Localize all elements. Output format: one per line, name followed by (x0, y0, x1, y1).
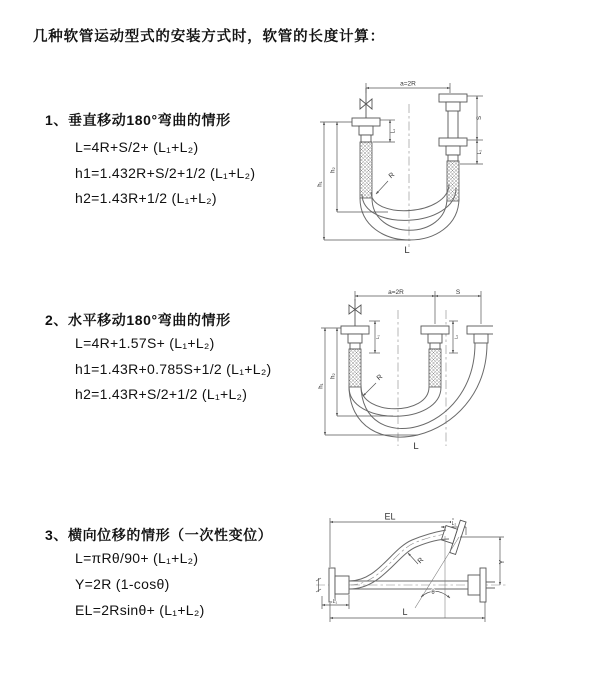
section-3-formula-Y: Y=2R (1-cosθ) (75, 576, 170, 592)
conn-top-label: L₂ (451, 521, 457, 527)
middle-braided-hose-section (429, 349, 441, 387)
radius-callout (408, 553, 425, 565)
conn-right-label: L₂ (477, 149, 483, 155)
hose-length-label: L (404, 245, 410, 256)
height-outer-label: h₁ (317, 181, 324, 187)
radius-callout (363, 374, 384, 396)
section-1-formula-L: L=4R+S/2+ (L₁+L₂) (75, 139, 199, 155)
section-3-heading: 3、横向位移的情形（一次性变位） (45, 527, 273, 543)
stroke-label: S (455, 289, 461, 296)
offset-label: Y (499, 559, 506, 565)
left-braided-hose-section (349, 349, 361, 387)
height-inner-label: h₂ (330, 373, 337, 379)
hose-length-label: L (402, 607, 408, 617)
radius-callout (376, 172, 396, 194)
height-dimensions (318, 328, 418, 435)
width-dimension-label: a=2R (388, 289, 404, 296)
section-2-formula-h2: h2=1.43R+S/2+1/2 (L₁+L₂) (75, 386, 248, 402)
valve-icon (349, 299, 361, 326)
radius-label: R (416, 556, 426, 566)
left-braided-hose-section (360, 142, 372, 198)
page-title: 几种软管运动型式的安装方式时，软管的长度计算： (33, 29, 385, 45)
span-label: EL (384, 511, 396, 522)
s-curve-hose (349, 530, 449, 589)
section-1-formula-h2: h2=1.43R+1/2 (L₁+L₂) (75, 190, 217, 206)
left-flange-fitting (352, 118, 380, 142)
stroke-label: S (477, 115, 483, 121)
right-flange (468, 568, 495, 602)
conn-left-label: L₁ (375, 334, 380, 340)
section-3-formula-EL: EL=2Rsinθ+ (L₁+L₂) (75, 602, 205, 618)
hose-u-bend-curves (349, 343, 487, 437)
right-pipe-assembly (439, 94, 467, 161)
radius-label: R (375, 373, 385, 383)
angle-label: θ (431, 590, 435, 596)
conn-left-label: L₁ (332, 599, 338, 605)
conn-mid-label: L₂ (453, 334, 459, 340)
diagram-horizontal-180-bend (318, 286, 493, 456)
radius-label: R (387, 171, 397, 181)
width-dimension-label: a=2R (400, 80, 416, 88)
left-flange (329, 568, 349, 602)
section-2-heading: 2、水平移动180°弯曲的情形 (45, 312, 231, 328)
conn-left-label: L₁ (390, 128, 397, 134)
right-braided-hose-section (447, 161, 459, 201)
section-2-formula-h1: h1=1.43R+0.785S+1/2 (L₁+L₂) (75, 361, 272, 377)
valve-icon (360, 88, 372, 118)
flange-fittings (341, 326, 493, 349)
section-1-formula-h1: h1=1.432R+S/2+1/2 (L₁+L₂) (75, 165, 256, 181)
hose-length-label: L (413, 441, 419, 452)
height-outer-label: h₁ (318, 383, 325, 389)
height-inner-label: h₂ (330, 167, 337, 173)
section-2-formula-L: L=4R+1.57S+ (L₁+L₂) (75, 335, 215, 351)
diagram-vertical-180-bend (316, 76, 494, 258)
top-dimensions (355, 291, 481, 324)
diagram-lateral-displacement (308, 510, 513, 630)
section-3-formula-L: L=πRθ/90+ (L₁+L₂) (75, 550, 199, 566)
span-dimension-EL (330, 518, 453, 567)
section-1-heading: 1、垂直移动180°弯曲的情形 (45, 112, 231, 128)
